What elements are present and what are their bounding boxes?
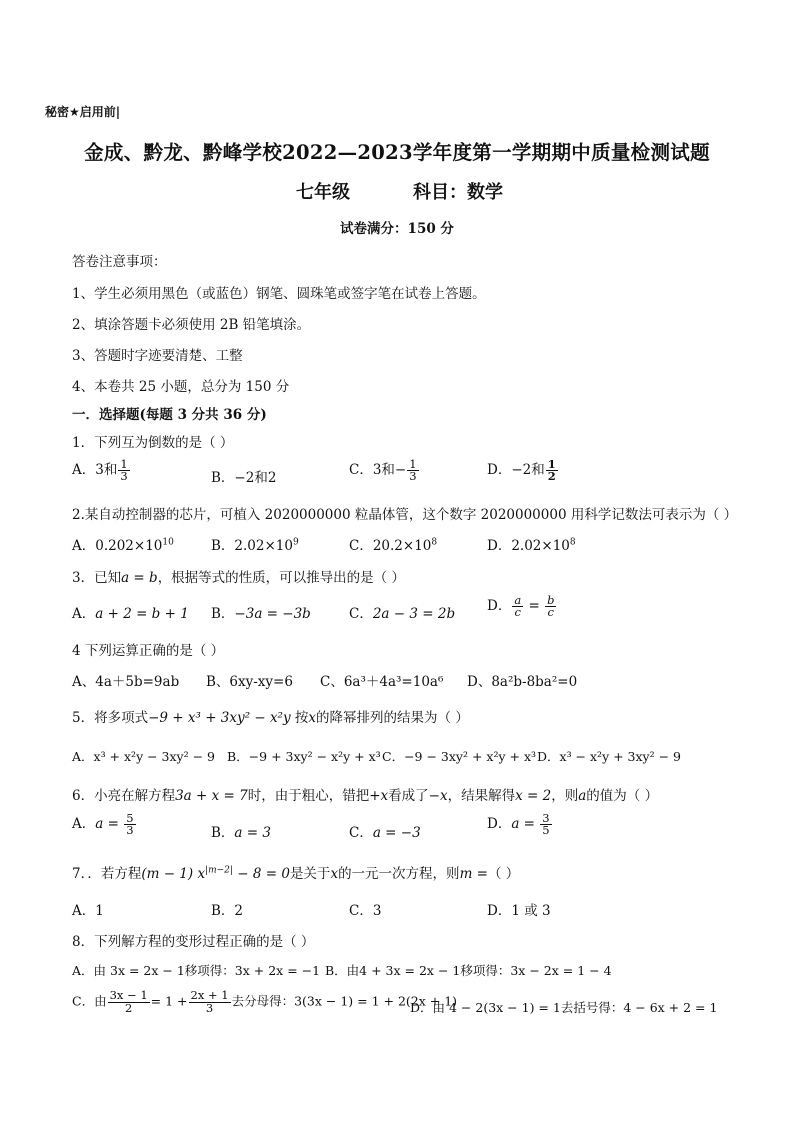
option-c: C．3: [349, 903, 382, 919]
option-b: B．a = 3: [211, 825, 271, 841]
option-c: C．2a − 3 = 2b: [349, 606, 456, 622]
notes-heading: 答卷注意事项：: [72, 254, 167, 270]
option-b: B．−2和2: [211, 470, 277, 486]
option-b: B．$2.02\times 10^9$: [211, 537, 299, 554]
question-stem: 3．已知a = b，根据等式的性质，可以推导出的是（ ）: [72, 570, 405, 586]
option-a: A．a + 2 = b + 1: [72, 606, 189, 622]
option-d: D．a = $\frac{3}{5}$: [487, 810, 550, 837]
question-stem: 8．下列解方程的变形过程正确的是（ ）: [72, 934, 315, 950]
option-b: B．−9 + 3xy² − x²y + x³: [227, 749, 381, 764]
fraction: $\frac{2x + 1}{3}$: [190, 988, 229, 1015]
note-item: 4、本卷共 25 小题，总分为 150 分: [72, 379, 290, 395]
option-c: C．$20.2\times 10^8$: [349, 537, 438, 554]
fraction: $\frac{b}{c}$: [547, 592, 555, 619]
option-a: A．a = $\frac{5}{3}$: [72, 810, 134, 837]
grade-label: 七年级: [296, 182, 350, 203]
fraction: $\frac{1}{3}$: [409, 456, 417, 483]
option-a: A．$0.202\times 10^{10}$: [72, 537, 174, 554]
option-a: A．由 3x = 2x − 1移项得：3x + 2x = −1: [72, 963, 321, 978]
option-a: A、4a＋5b=9ab: [72, 674, 180, 690]
option-d: D．$2.02\times 10^8$: [487, 537, 576, 554]
option-a: A．3和 $\frac{1}{3}$: [72, 456, 128, 483]
section-title: 一．选择题(每题 3 分共 36 分): [72, 407, 267, 423]
option-d: D．由 4 − 2(3x − 1) = 1去括号得：4 − 6x + 2 = 1: [410, 1000, 718, 1015]
option-a: A．1: [72, 903, 104, 919]
option-c: C、6a³＋4a³=10a⁶: [320, 674, 444, 690]
option-d: D． $\frac{a}{c}$ = $\frac{b}{c}$: [487, 592, 555, 619]
question-stem: 2.某自动控制器的芯片，可植入 2020000000 粒晶体管，这个数字 2020000000 用科学记数法可表示为（ ）: [72, 507, 738, 523]
option-d: D、8a²b-8ba²=0: [467, 674, 578, 690]
fraction: $\frac{1}{3}$: [120, 456, 128, 483]
option-b: B．−3a = −3b: [211, 606, 311, 622]
option-a: A．x³ + x²y − 3xy² − 9: [72, 749, 215, 764]
question-stem: 5．将多项式−9 + x³ + 3xy² − x²y 按x的降幂排列的结果为（ ）: [72, 710, 469, 726]
note-item: 3、答题时字迹要清楚、工整: [72, 348, 243, 364]
fraction: $\frac{3}{5}$: [542, 810, 550, 837]
option-c: C．a = −3: [349, 825, 421, 841]
note-item: 1、学生必须用黑色（或蓝色）钢笔、圆珠笔或签字笔在试卷上答题。: [72, 286, 486, 302]
fraction: $\frac{a}{c}$: [514, 592, 522, 619]
option-b: B．由4 + 3x = 2x − 1移项得：3x − 2x = 1 − 4: [325, 963, 612, 978]
fraction: $\frac{5}{3}$: [126, 810, 134, 837]
question-stem: 7．．若方程(m − 1) $x^{|m-2|} - 8 = 0$是关于x的一元一次方程，则m =（ ）: [72, 865, 520, 882]
note-item: 2、填涂答题卡必须使用 2B 铅笔填涂。: [72, 317, 311, 333]
exam-title: 金成、黔龙、黔峰学校2022—2023学年度第一学期期中质量检测试题: [84, 141, 710, 164]
option-c: C．由 $\frac{3x - 1}{2}$ = 1 + $\frac{2x + 1}{3}$ 去分母得：3(3x − 1) = 1 + 2(2x + 1): [72, 988, 458, 1015]
option-b: B．2: [211, 903, 244, 919]
question-stem: 4 下列运算正确的是（ ）: [72, 643, 225, 659]
fraction: $\frac{1}{2}$: [547, 456, 556, 483]
option-c: C．3和− $\frac{1}{3}$: [349, 456, 417, 483]
question-stem: 1．下列互为倒数的是（ ）: [72, 435, 234, 451]
option-d: D．x³ − x²y + 3xy² − 9: [537, 749, 681, 764]
total-score: 试卷满分：150 分: [340, 221, 454, 237]
option-d: D．−2和 $\frac{1}{2}$: [487, 456, 556, 483]
option-c: C．−9 − 3xy² + x²y + x³: [382, 749, 537, 764]
fraction: $\frac{3x - 1}{2}$: [109, 988, 148, 1015]
subject-label: 科目：数学: [413, 182, 503, 203]
question-stem: 6．小亮在解方程3a + x = 7时，由于粗心，错把+x看成了−x，结果解得x = 2，则a的值为（ ）: [72, 788, 659, 804]
option-b: B、6xy-xy=6: [206, 674, 293, 690]
confidential-mark: 秘密★启用前|: [45, 105, 121, 119]
option-d: D．1 或 3: [487, 903, 551, 919]
